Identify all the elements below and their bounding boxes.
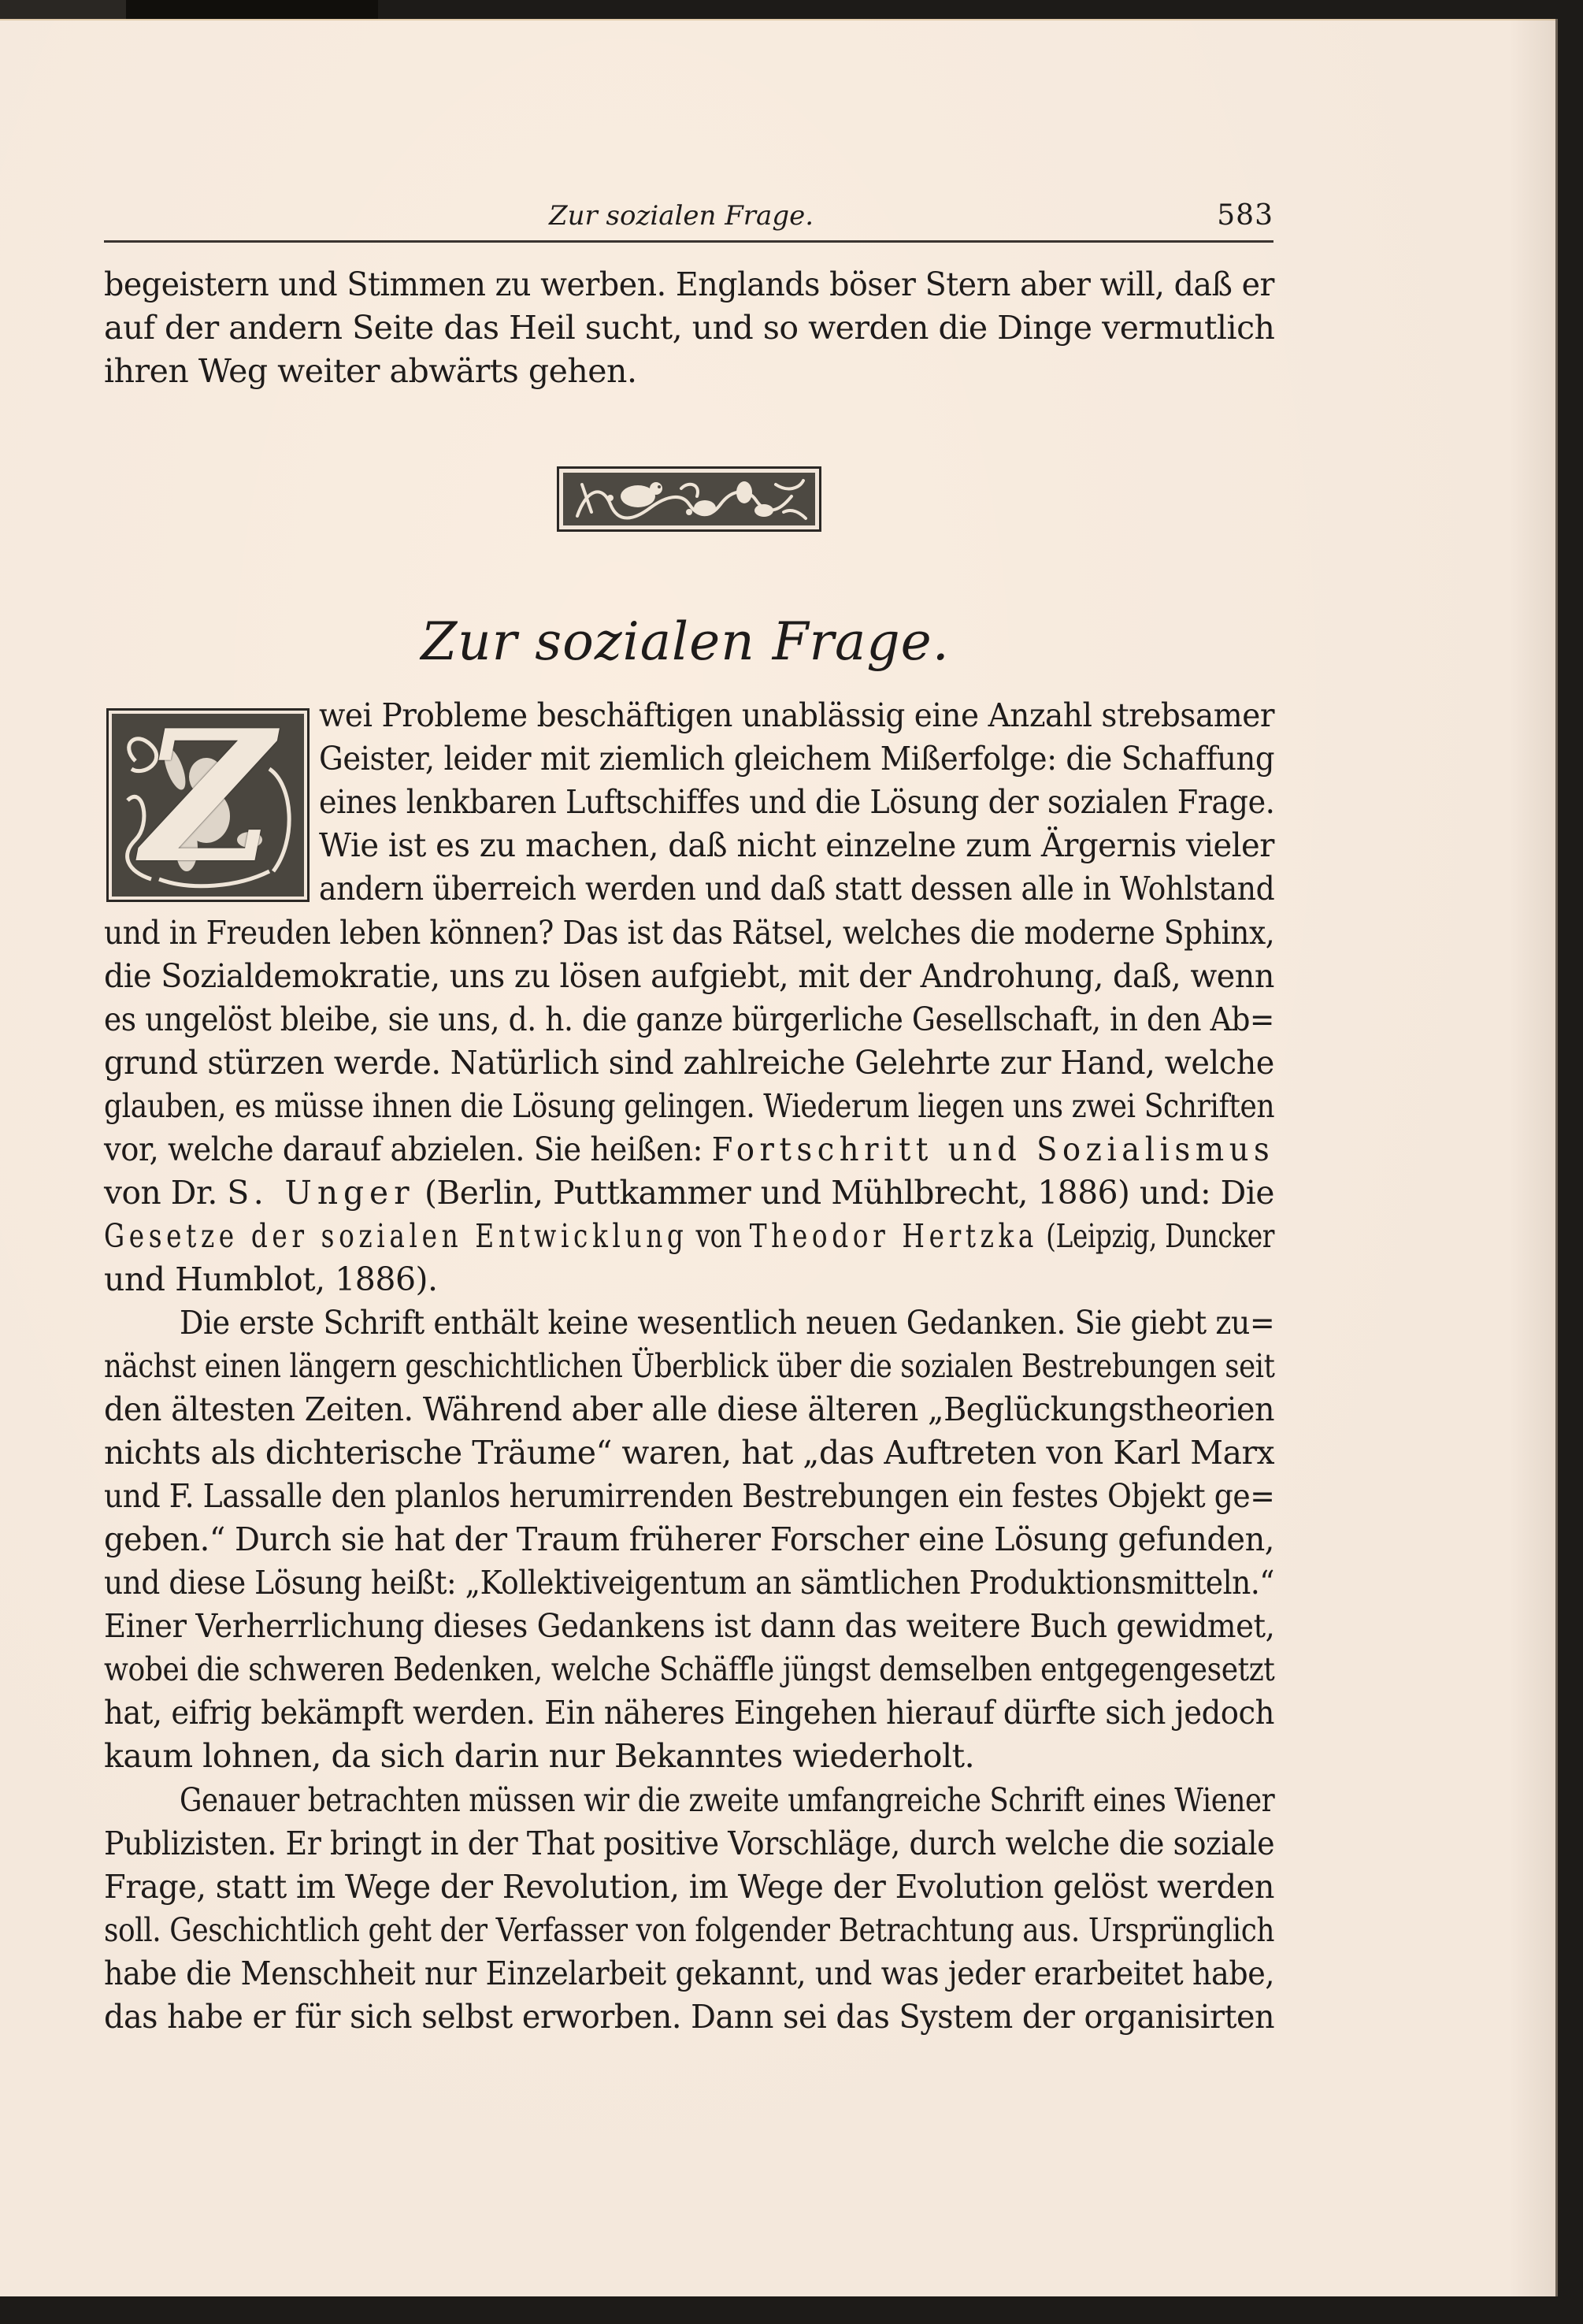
article-title: Zur sozialen Frage. xyxy=(421,611,950,672)
text-line: habe die Menschheit nur Einzelarbeit gekannt, und was jeder erarbeitet habe, xyxy=(104,1955,1274,1992)
text-line: das habe er für sich selbst erworben. Dann sei das System der organisirten xyxy=(104,1998,1275,2036)
text-line: und Humblot, 1886). xyxy=(104,1260,438,1298)
text-line: wobei die schweren Bedenken, welche Schäffle jüngst demselben entgegengesetzt xyxy=(104,1650,1275,1688)
vine-bird-ornament-icon xyxy=(563,473,815,525)
book-title-spaced: Gesetze der sozialen Entwicklung xyxy=(104,1217,688,1255)
author-spaced: Theodor Hertzka xyxy=(749,1217,1039,1255)
text-line: Wie ist es zu machen, daß nicht einzelne zum Ärgernis vieler xyxy=(319,826,1274,864)
text-run: vor, welche darauf abzielen. Sie heißen: xyxy=(104,1130,703,1168)
text-line: nächst einen längern geschichtlichen Überblick über die sozialen Bestrebungen seit xyxy=(104,1347,1275,1385)
text-line: Frage, statt im Wege der Revolution, im Wege der Evolution gelöst werden xyxy=(104,1868,1275,1906)
text-line: grund stürzen werde. Natürlich sind zahlreiche Gelehrte zur Hand, welche xyxy=(104,1044,1274,1082)
text-line: und diese Lösung heißt: „Kollektiveigentum an sämtlichen Produktionsmitteln.“ xyxy=(104,1564,1275,1602)
text-line: wei Probleme beschäftigen unablässig eine Anzahl strebsamer xyxy=(319,696,1275,734)
text-line: Einer Verherrlichung dieses Gedankens ist dann das weitere Buch gewidmet, xyxy=(104,1607,1275,1645)
text-line: auf der andern Seite das Heil sucht, und so werden die Dinge vermutlich xyxy=(104,309,1275,347)
text-line: ihren Weg weiter abwärts gehen. xyxy=(104,352,637,390)
text-line: begeistern und Stimmen zu werben. Englands böser Stern aber will, daß er xyxy=(104,265,1274,303)
text-run: von Dr. xyxy=(104,1174,217,1212)
text-line: soll. Geschichtlich geht der Verfasser von folgender Betrachtung aus. Ursprünglich xyxy=(104,1911,1275,1949)
text-line: und in Freuden leben können? Das ist das Rätsel, welches die moderne Sphinx, xyxy=(104,914,1275,952)
text-line: nichts als dichterische Träume“ waren, hat „das Auftreten von Karl Marx xyxy=(104,1434,1275,1472)
text-run: (Leipzig, Duncker xyxy=(1046,1217,1275,1255)
scan-background xyxy=(126,0,378,19)
text-line xyxy=(104,1174,1274,1212)
text-line: Publizisten. Er bringt in der That positive Vorschläge, durch welche die soziale xyxy=(104,1825,1275,1862)
text-line: die Sozialdemokratie, uns zu lösen aufgiebt, mit der Androhung, daß, wenn xyxy=(104,957,1274,995)
text-line: Geister, leider mit ziemlich gleichem Mißerfolge: die Schaffung xyxy=(319,740,1275,778)
header-rule xyxy=(104,240,1273,243)
text-run: Die xyxy=(1220,1174,1274,1212)
author-spaced: S. Unger xyxy=(227,1174,415,1212)
text-line: glauben, es müsse ihnen die Lösung gelingen. Wiederum liegen uns zwei Schriften xyxy=(104,1087,1275,1125)
page-number: 583 xyxy=(1217,199,1273,232)
text-run: von xyxy=(695,1217,742,1255)
book-title-spaced: Fortschritt und Sozialismus xyxy=(711,1130,1275,1168)
text-run: (Berlin, Puttkammer und Mühlbrecht, 1886) und: xyxy=(424,1174,1211,1212)
scan-background xyxy=(0,0,126,19)
drop-cap-letter: Z xyxy=(142,714,274,897)
text-line: geben.“ Durch sie hat der Traum früherer Forscher eine Lösung gefunden, xyxy=(104,1520,1275,1558)
text-line xyxy=(104,1130,1274,1168)
drop-cap-initial xyxy=(106,708,310,902)
text-line: den ältesten Zeiten. Während aber alle diese älteren „Beglückungstheorien xyxy=(104,1390,1275,1428)
text-line xyxy=(104,1217,1274,1255)
text-line: hat, eifrig bekämpft werden. Ein näheres Eingehen hierauf dürfte sich jedoch xyxy=(104,1694,1274,1732)
text-line: kaum lohnen, da sich darin nur Bekanntes wiederholt. xyxy=(104,1737,975,1775)
text-line: und F. Lassalle den planlos herumirrenden Bestrebungen ein festes Objekt ge= xyxy=(104,1477,1275,1515)
running-title: Zur sozialen Frage. xyxy=(548,200,814,232)
text-line: Genauer betrachten müssen wir die zweite umfangreiche Schrift eines Wiener xyxy=(180,1781,1275,1819)
text-line: es ungelöst bleibe, sie uns, d. h. die ganze bürgerliche Gesellschaft, in den Ab= xyxy=(104,1001,1274,1038)
text-line: Die erste Schrift enthält keine wesentlich neuen Gedanken. Sie giebt zu= xyxy=(180,1304,1275,1342)
text-line: andern überreich werden und daß statt dessen alle in Wohlstand xyxy=(319,870,1275,908)
text-line: eines lenkbaren Luftschiffes und die Lösung der sozialen Frage. xyxy=(319,783,1275,821)
headpiece-ornament xyxy=(557,466,821,532)
